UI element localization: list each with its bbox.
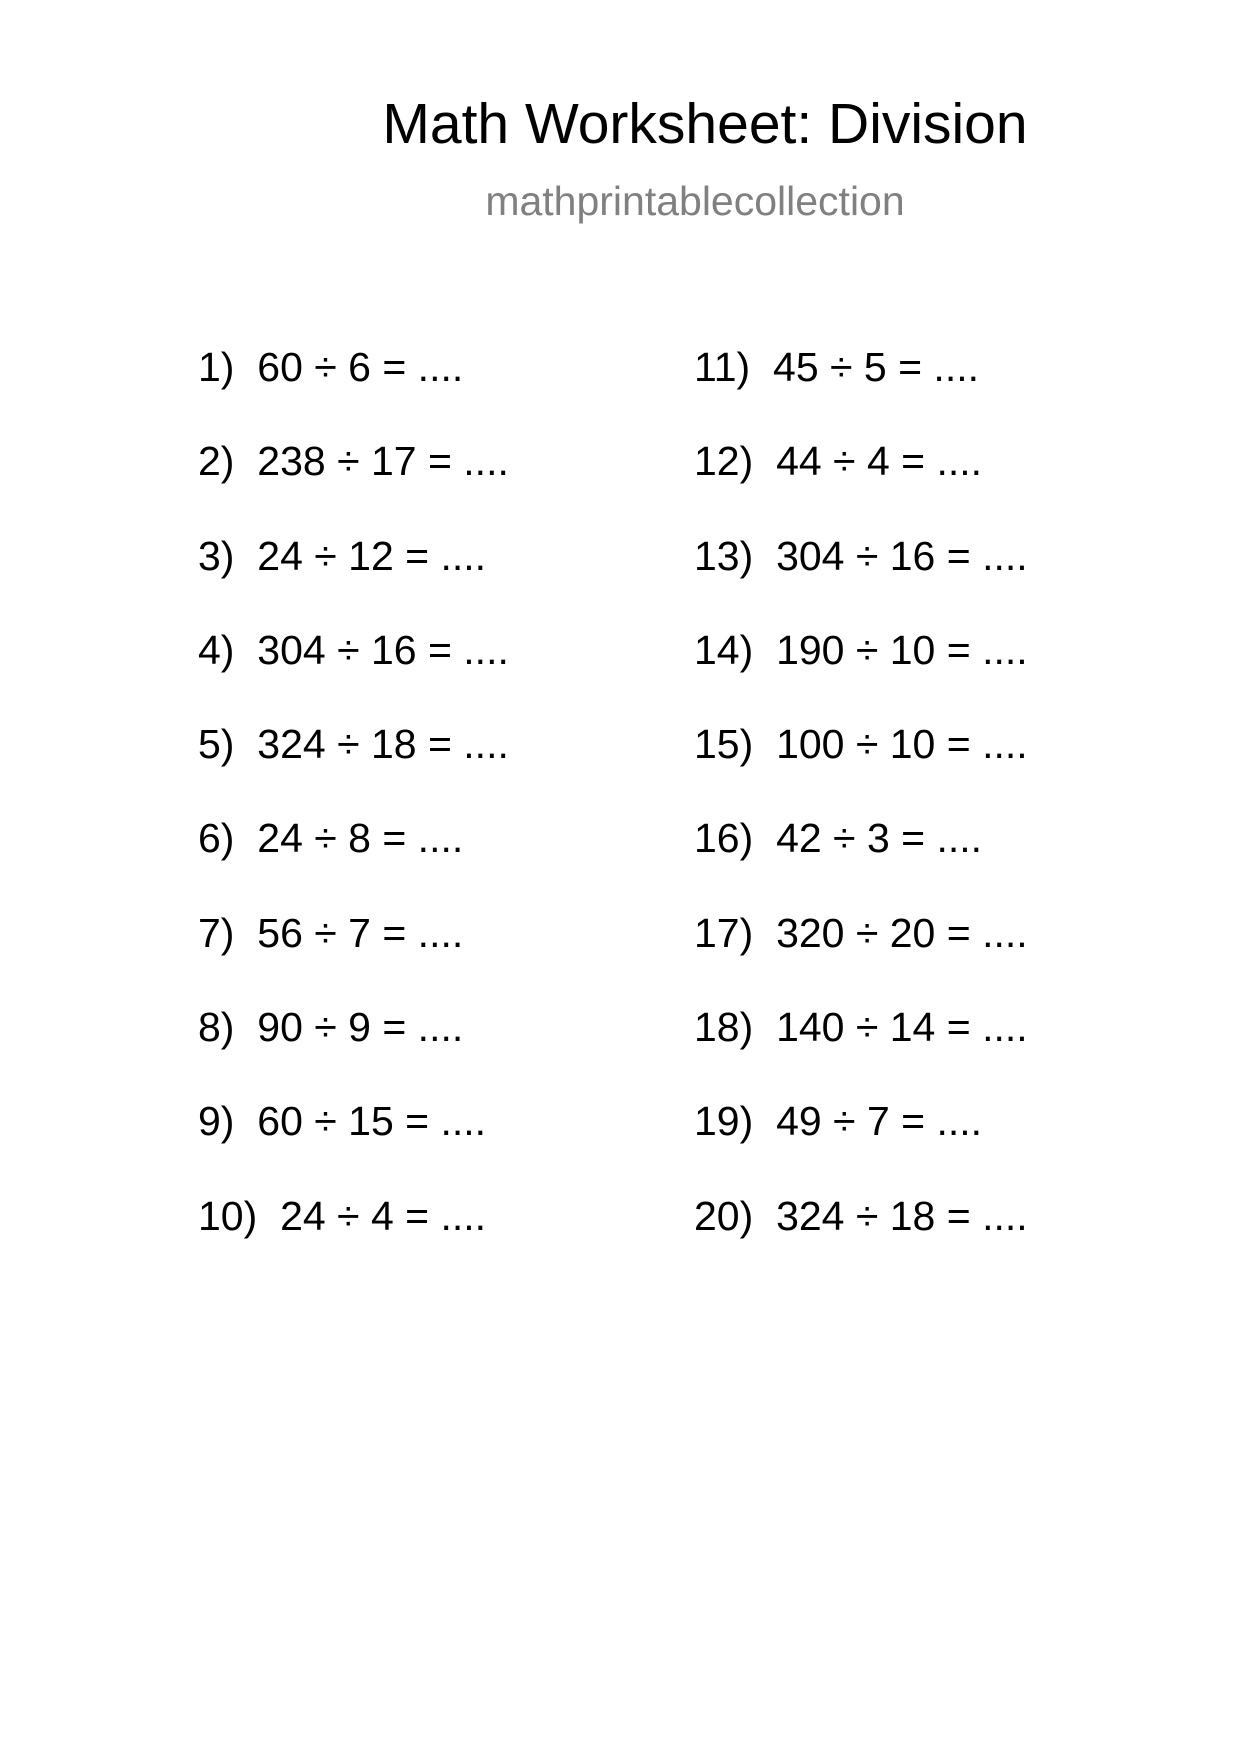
problem-item [694,532,1028,630]
problem-expression: 190 ÷ 10 = .... [776,626,1028,673]
problem-expression: 320 ÷ 20 = .... [776,909,1028,956]
problem-number: 5) [198,721,235,768]
problem-number: 1) [198,344,235,390]
problem-item [694,721,1028,818]
problem-number: 6) [198,815,235,862]
problem-item [198,344,509,441]
problem-item [694,1004,1028,1101]
problem-item [694,815,1028,912]
problem-number: 11) [694,344,751,390]
problem-item [198,721,509,818]
problem-item [198,438,509,535]
problem-number: 8) [198,1004,235,1051]
problem-expression: 56 ÷ 7 = .... [257,909,464,956]
problem-number: 17) [694,909,754,956]
problem-number: 4) [198,626,235,673]
problem-expression: 42 ÷ 3 = .... [776,815,983,862]
problem-expression: 324 ÷ 18 = .... [776,1192,1028,1239]
problem-expression: 44 ÷ 4 = .... [776,438,983,485]
problem-number: 13) [694,532,754,579]
problem-item [694,626,1028,724]
problem-number: 14) [694,626,754,673]
problem-expression: 49 ÷ 7 = .... [776,1098,983,1145]
problem-expression: 304 ÷ 16 = .... [776,532,1028,579]
problem-expression: 45 ÷ 5 = .... [773,344,979,390]
problem-item [198,815,509,912]
problem-expression: 60 ÷ 15 = .... [257,1098,487,1145]
problem-expression: 24 ÷ 4 = .... [280,1192,487,1239]
problem-item [694,909,1028,1007]
page-title: Math Worksheet: Division [382,92,1028,156]
problem-expression: 24 ÷ 8 = .... [257,815,464,862]
problem-item [694,1098,1028,1195]
problem-expression: 304 ÷ 16 = .... [257,626,509,673]
problem-number: 9) [198,1098,235,1145]
problem-number: 18) [694,1004,754,1051]
problem-number: 15) [694,721,754,768]
problem-expression: 140 ÷ 14 = .... [776,1004,1028,1051]
problem-expression: 24 ÷ 12 = .... [257,532,487,579]
problems-column-right [694,344,1028,1290]
problem-number: 2) [198,438,235,485]
problem-number: 12) [694,438,754,485]
problem-item [694,1192,1028,1290]
problem-item [694,438,1028,535]
problem-expression: 324 ÷ 18 = .... [257,721,509,768]
problem-item [198,909,509,1007]
problem-item [198,626,509,724]
problem-number: 10) [198,1192,258,1239]
problem-expression: 238 ÷ 17 = .... [257,438,509,485]
page-subtitle: mathprintablecollection [485,178,905,224]
problem-number: 19) [694,1098,754,1145]
problem-item [694,344,1028,441]
problem-item [198,532,509,630]
problem-expression: 100 ÷ 10 = .... [776,721,1028,768]
problem-number: 20) [694,1192,754,1239]
problem-item [198,1004,509,1101]
problem-item [198,1098,509,1195]
problem-item [198,1192,509,1290]
problems-column-left [198,344,509,1290]
problem-number: 7) [198,909,235,956]
problem-number: 16) [694,815,754,862]
problem-expression: 90 ÷ 9 = .... [257,1004,464,1051]
problem-number: 3) [198,532,235,579]
problem-expression: 60 ÷ 6 = .... [257,344,464,390]
